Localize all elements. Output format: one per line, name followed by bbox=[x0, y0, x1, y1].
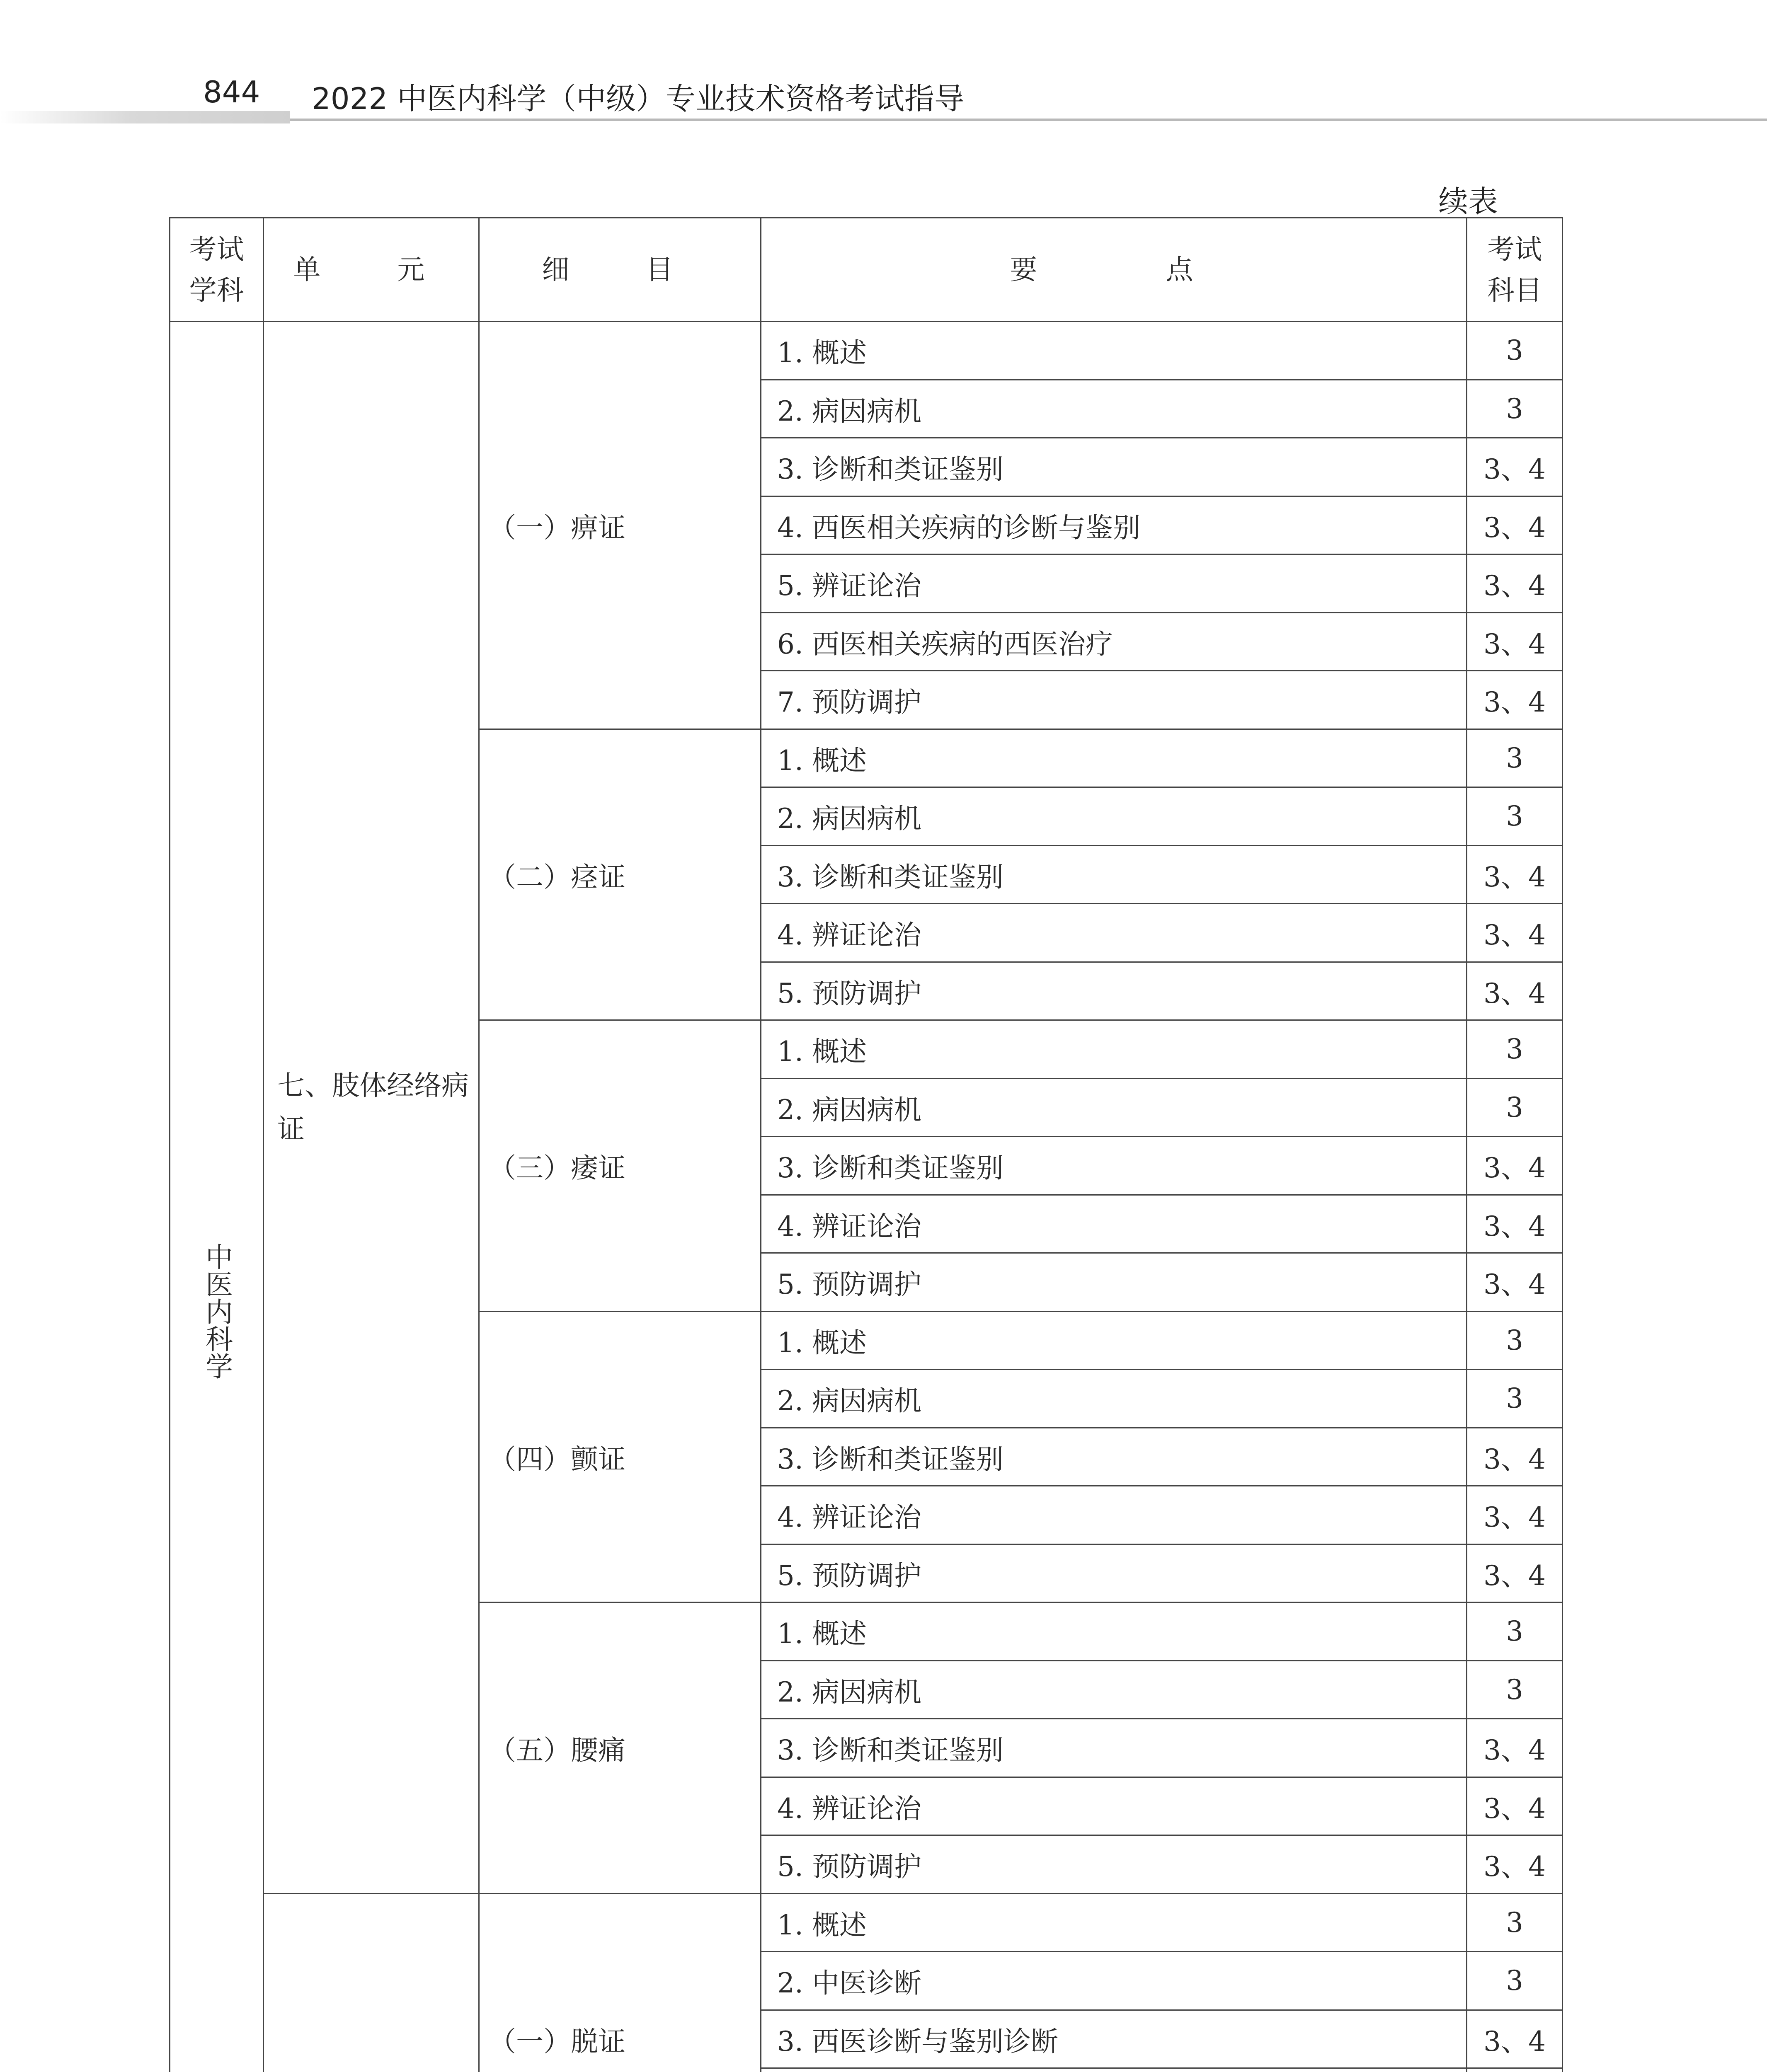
point-cell: 3. 诊断和类证鉴别 bbox=[761, 1137, 1467, 1195]
header-accent-bar bbox=[0, 111, 290, 123]
detail-cell: （四）颤证 bbox=[479, 1311, 761, 1602]
header-unit: 单 元 bbox=[264, 218, 479, 322]
exam-subject-cell: 3 bbox=[1467, 1370, 1563, 1428]
point-cell: 2. 病因病机 bbox=[761, 1370, 1467, 1428]
unit-cell bbox=[264, 1893, 479, 2072]
point-cell: 3. 西医诊断与鉴别诊断 bbox=[761, 2010, 1467, 2068]
subject-name: 中医内科学 bbox=[201, 1243, 233, 1380]
exam-subject-cell: 3 bbox=[1467, 380, 1563, 438]
exam-subject-cell: 3 bbox=[1467, 322, 1563, 380]
point-cell: 3. 诊断和类证鉴别 bbox=[761, 1719, 1467, 1777]
exam-subject-cell: 3 bbox=[1467, 1661, 1563, 1719]
exam-subject-cell: 3 bbox=[1467, 787, 1563, 846]
point-cell: 1. 概述 bbox=[761, 1893, 1467, 1952]
continued-label: 续表 bbox=[1438, 184, 1498, 219]
point-cell: 2. 中医诊断 bbox=[761, 1952, 1467, 2010]
point-cell bbox=[761, 2068, 1467, 2072]
point-cell: 3. 诊断和类证鉴别 bbox=[761, 845, 1467, 904]
header-point: 要 点 bbox=[761, 218, 1467, 322]
exam-subject-cell: 3、4 bbox=[1467, 1253, 1563, 1312]
point-cell: 4. 西医相关疾病的诊断与鉴别 bbox=[761, 496, 1467, 554]
exam-subject-cell: 3、4 bbox=[1467, 612, 1563, 671]
exam-subject-cell: 3、4 bbox=[1467, 438, 1563, 496]
header-subject-line2: 学科 bbox=[189, 274, 244, 306]
table-row bbox=[170, 322, 1563, 380]
header-exam bbox=[1467, 218, 1563, 322]
exam-subject-cell: 3、4 bbox=[1467, 1486, 1563, 1544]
point-cell: 1. 概述 bbox=[761, 1020, 1467, 1079]
exam-subject-cell: 3、4 bbox=[1467, 496, 1563, 554]
exam-subject-cell: 3 bbox=[1467, 729, 1563, 787]
point-cell: 2. 病因病机 bbox=[761, 380, 1467, 438]
exam-subject-cell: 3 bbox=[1467, 1078, 1563, 1137]
point-cell: 1. 概述 bbox=[761, 729, 1467, 787]
header-subject-line1: 考试 bbox=[189, 233, 244, 265]
subject-cell bbox=[170, 322, 264, 2072]
point-cell: 4. 辨证论治 bbox=[761, 1486, 1467, 1544]
exam-subject-cell: 3、4 bbox=[1467, 904, 1563, 962]
detail-cell: （一）痹证 bbox=[479, 322, 761, 729]
exam-subject-cell: 3、4 bbox=[1467, 962, 1563, 1020]
point-cell: 4. 辨证论治 bbox=[761, 1195, 1467, 1253]
exam-subject-cell: 3、4 bbox=[1467, 2010, 1563, 2068]
exam-subject-cell: 3、4 bbox=[1467, 845, 1563, 904]
point-cell: 2. 病因病机 bbox=[761, 1078, 1467, 1137]
exam-subject-cell: 3、4 bbox=[1467, 1777, 1563, 1835]
header-rule bbox=[290, 119, 1767, 121]
detail-cell: （二）痉证 bbox=[479, 729, 761, 1020]
exam-subject-cell: 3 bbox=[1467, 1020, 1563, 1079]
table-row bbox=[170, 1893, 1563, 1952]
syllabus-table bbox=[169, 217, 1563, 2072]
point-cell: 6. 西医相关疾病的西医治疗 bbox=[761, 612, 1467, 671]
table-header-row bbox=[170, 218, 1563, 322]
table-body bbox=[170, 322, 1563, 2072]
exam-subject-cell: 3 bbox=[1467, 1893, 1563, 1952]
exam-subject-cell: 3、4 bbox=[1467, 1428, 1563, 1486]
detail-cell: （五）腰痛 bbox=[479, 1602, 761, 1894]
detail-cell: （三）痿证 bbox=[479, 1020, 761, 1312]
point-cell: 7. 预防调护 bbox=[761, 671, 1467, 729]
point-cell: 4. 辨证论治 bbox=[761, 1777, 1467, 1835]
point-cell: 1. 概述 bbox=[761, 1311, 1467, 1370]
point-cell: 5. 预防调护 bbox=[761, 962, 1467, 1020]
unit-cell: 七、肢体经络病证 bbox=[264, 322, 479, 1894]
point-cell: 5. 预防调护 bbox=[761, 1253, 1467, 1312]
exam-subject-cell: 3、4 bbox=[1467, 1544, 1563, 1602]
exam-subject-cell: 3、4 bbox=[1467, 1719, 1563, 1777]
point-cell: 5. 辨证论治 bbox=[761, 554, 1467, 613]
point-cell: 4. 辨证论治 bbox=[761, 904, 1467, 962]
exam-subject-cell: 3 bbox=[1467, 1602, 1563, 1661]
point-cell: 3. 诊断和类证鉴别 bbox=[761, 1428, 1467, 1486]
detail-cell: （一）脱证 bbox=[479, 1893, 761, 2072]
exam-subject-cell: 3、4 bbox=[1467, 671, 1563, 729]
header-exam-line1: 考试 bbox=[1487, 233, 1542, 265]
header-detail: 细 目 bbox=[479, 218, 761, 322]
header-exam-line2: 科目 bbox=[1487, 274, 1542, 306]
point-cell: 2. 病因病机 bbox=[761, 1661, 1467, 1719]
exam-subject-cell: 3 bbox=[1467, 1311, 1563, 1370]
point-cell: 2. 病因病机 bbox=[761, 787, 1467, 846]
header-subject bbox=[170, 218, 264, 322]
page-number: 844 bbox=[203, 75, 260, 109]
exam-subject-cell: 3、4 bbox=[1467, 554, 1563, 613]
exam-subject-cell: 3、4 bbox=[1467, 1195, 1563, 1253]
exam-subject-cell bbox=[1467, 2068, 1563, 2072]
exam-subject-cell: 3 bbox=[1467, 1952, 1563, 2010]
exam-subject-cell: 3、4 bbox=[1467, 1137, 1563, 1195]
book-title: 2022 中医内科学（中级）专业技术资格考试指导 bbox=[312, 81, 965, 116]
exam-subject-cell: 3、4 bbox=[1467, 1835, 1563, 1894]
point-cell: 1. 概述 bbox=[761, 322, 1467, 380]
point-cell: 5. 预防调护 bbox=[761, 1835, 1467, 1894]
point-cell: 5. 预防调护 bbox=[761, 1544, 1467, 1602]
point-cell: 3. 诊断和类证鉴别 bbox=[761, 438, 1467, 496]
point-cell: 1. 概述 bbox=[761, 1602, 1467, 1661]
